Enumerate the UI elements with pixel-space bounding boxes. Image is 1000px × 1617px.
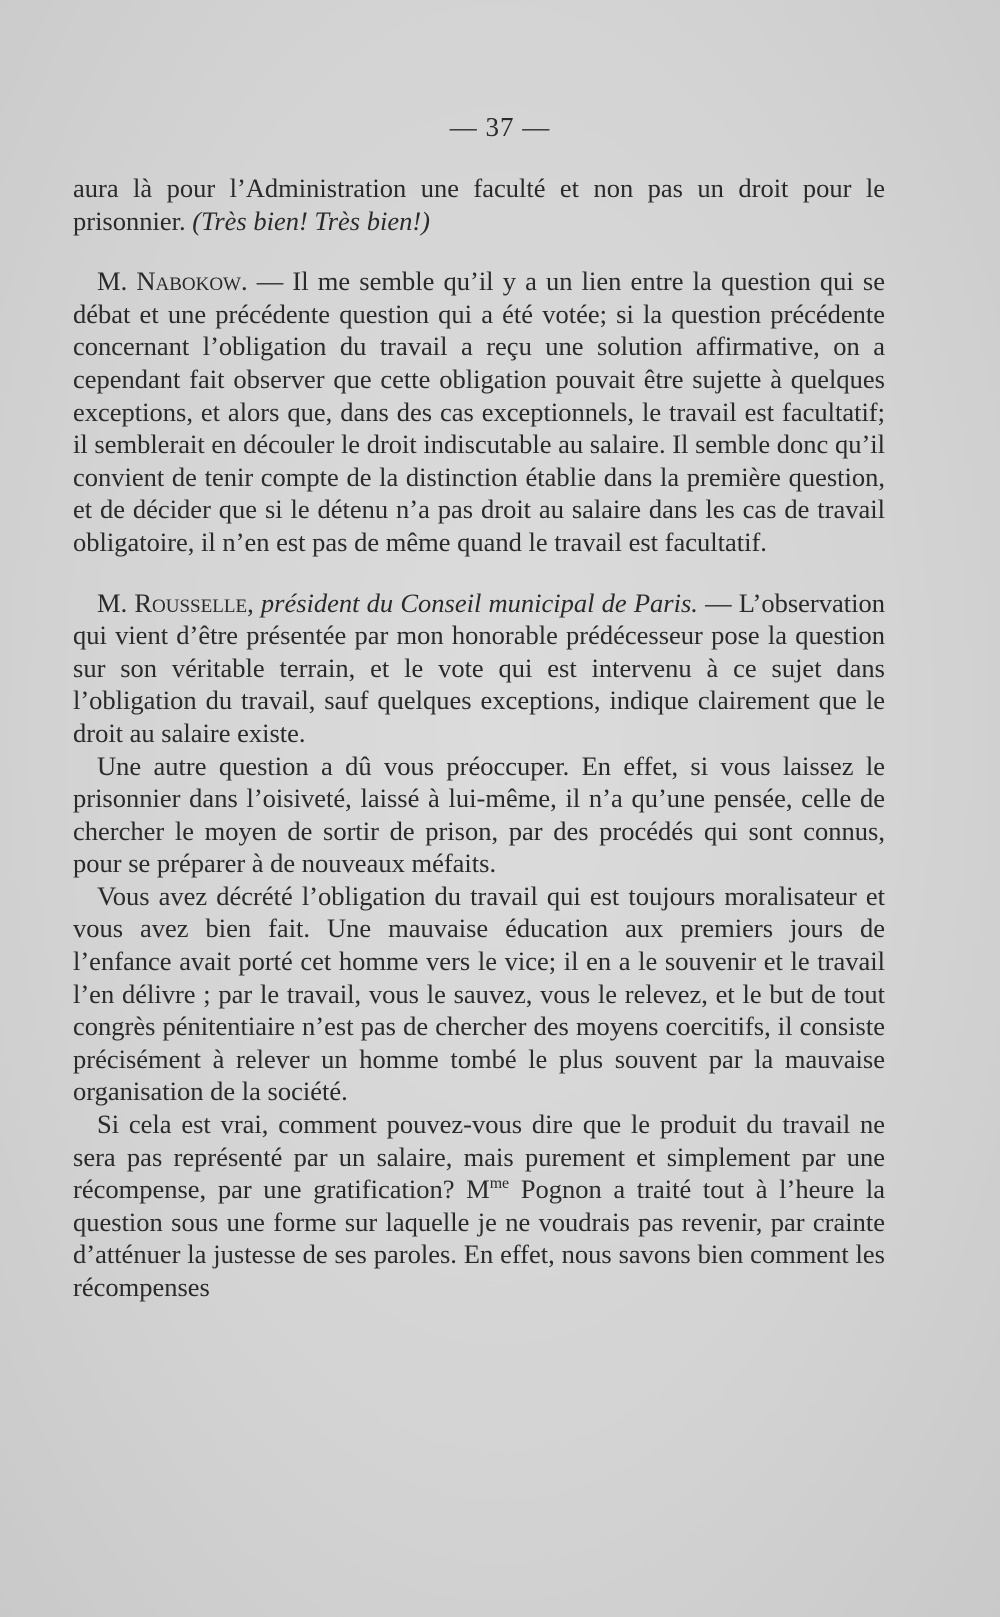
speaker-separator: , xyxy=(247,587,261,618)
paragraph-6 xyxy=(73,1108,885,1304)
paragraph-5 xyxy=(73,880,885,1108)
paragraph-6-text-before: Si cela est vrai, comment pouvez-vous dire que le produit du travail ne sera pas représenté par un salaire, mais purement et simplement par une récompense, par une gratification? M xyxy=(73,1109,885,1205)
paragraph-4-text: Une autre question a dû vous préoccuper. En effet, si vous laissez le prisonnier dans l’oisiveté, laissé à lui-même, il n’a qu’une pensée, celle de chercher le moyen de sortir de prison, par des procédés qui sont connus, pour se préparer à de nouveaux méfaits. xyxy=(73,750,885,879)
paragraph-2-text: . — Il me semble qu’il y a un lien entre la question qui se débat et une précédente question qui a été votée; si la question précédente concernant l’obligation du travail a reçu une solution affirmative, on a cependant fait observer que cette obligation pouvait être sujette à quelques exceptions, et alors que, dans des cas exceptionnels, le travail est facultatif; il semblerait en découler le droit indiscutable au salaire. Il semble donc qu’il convient de tenir compte de la distinction établie dans la première question, et de décider que si le détenu n’a pas droit au salaire dans les cas de travail obligatoire, il n’en est pas de même quand le travail est facultatif. xyxy=(73,266,885,557)
paragraph-1 xyxy=(73,172,885,237)
paragraph-4 xyxy=(73,750,885,880)
body-text xyxy=(73,172,885,1304)
speaker-prefix: M. xyxy=(97,587,135,618)
page-number: — 37 — xyxy=(449,112,551,142)
paragraph-3-text: — L’observation qui vient d’être présentée par mon honorable prédécesseur pose la question sur son véritable terrain, et le vote qui est intervenu à ce sujet dans l’obligation du travail, sauf quelques exceptions, indique clairement que le droit au salaire existe. xyxy=(73,587,885,748)
paragraph-6-text-after: Pognon a traité tout à l’heure la question sous une forme sur laquelle je ne voudrais pas revenir, par crainte d’atténuer la justesse de ses paroles. En effet, nous savons bien comment les récompenses xyxy=(73,1174,885,1302)
speaker-name-nabokow: Nabokow xyxy=(136,266,241,297)
paragraph-2 xyxy=(73,265,885,558)
speaker-title: président du Conseil municipal de Paris. xyxy=(260,587,698,618)
speaker-prefix: M. xyxy=(97,266,137,297)
paragraph-3 xyxy=(73,587,885,750)
paragraph-5-text: Vous avez décrété l’obligation du travail qui est toujours moralisateur et vous avez bien fait. Une mauvaise éducation aux premiers jours de l’enfance avait porté cet homme vers le vice; il en a le souvenir et le travail l’en délivre ; par le travail, vous le sauvez, vous le relevez, et le but de tout congrès pénitentiaire n’est pas de chercher des moyens coercitifs, il consiste précisément à relever un homme tombé le plus souvent par la mauvaise organisation de la société. xyxy=(73,880,885,1107)
paragraph-1-text: aura là pour l’Administration une faculté et non pas un droit pour le prisonnier. xyxy=(73,173,885,236)
speaker-name-rousselle: Rousselle xyxy=(134,587,248,618)
applause-note: (Très bien! Très bien!) xyxy=(192,205,430,236)
superscript-me: me xyxy=(489,1175,510,1193)
